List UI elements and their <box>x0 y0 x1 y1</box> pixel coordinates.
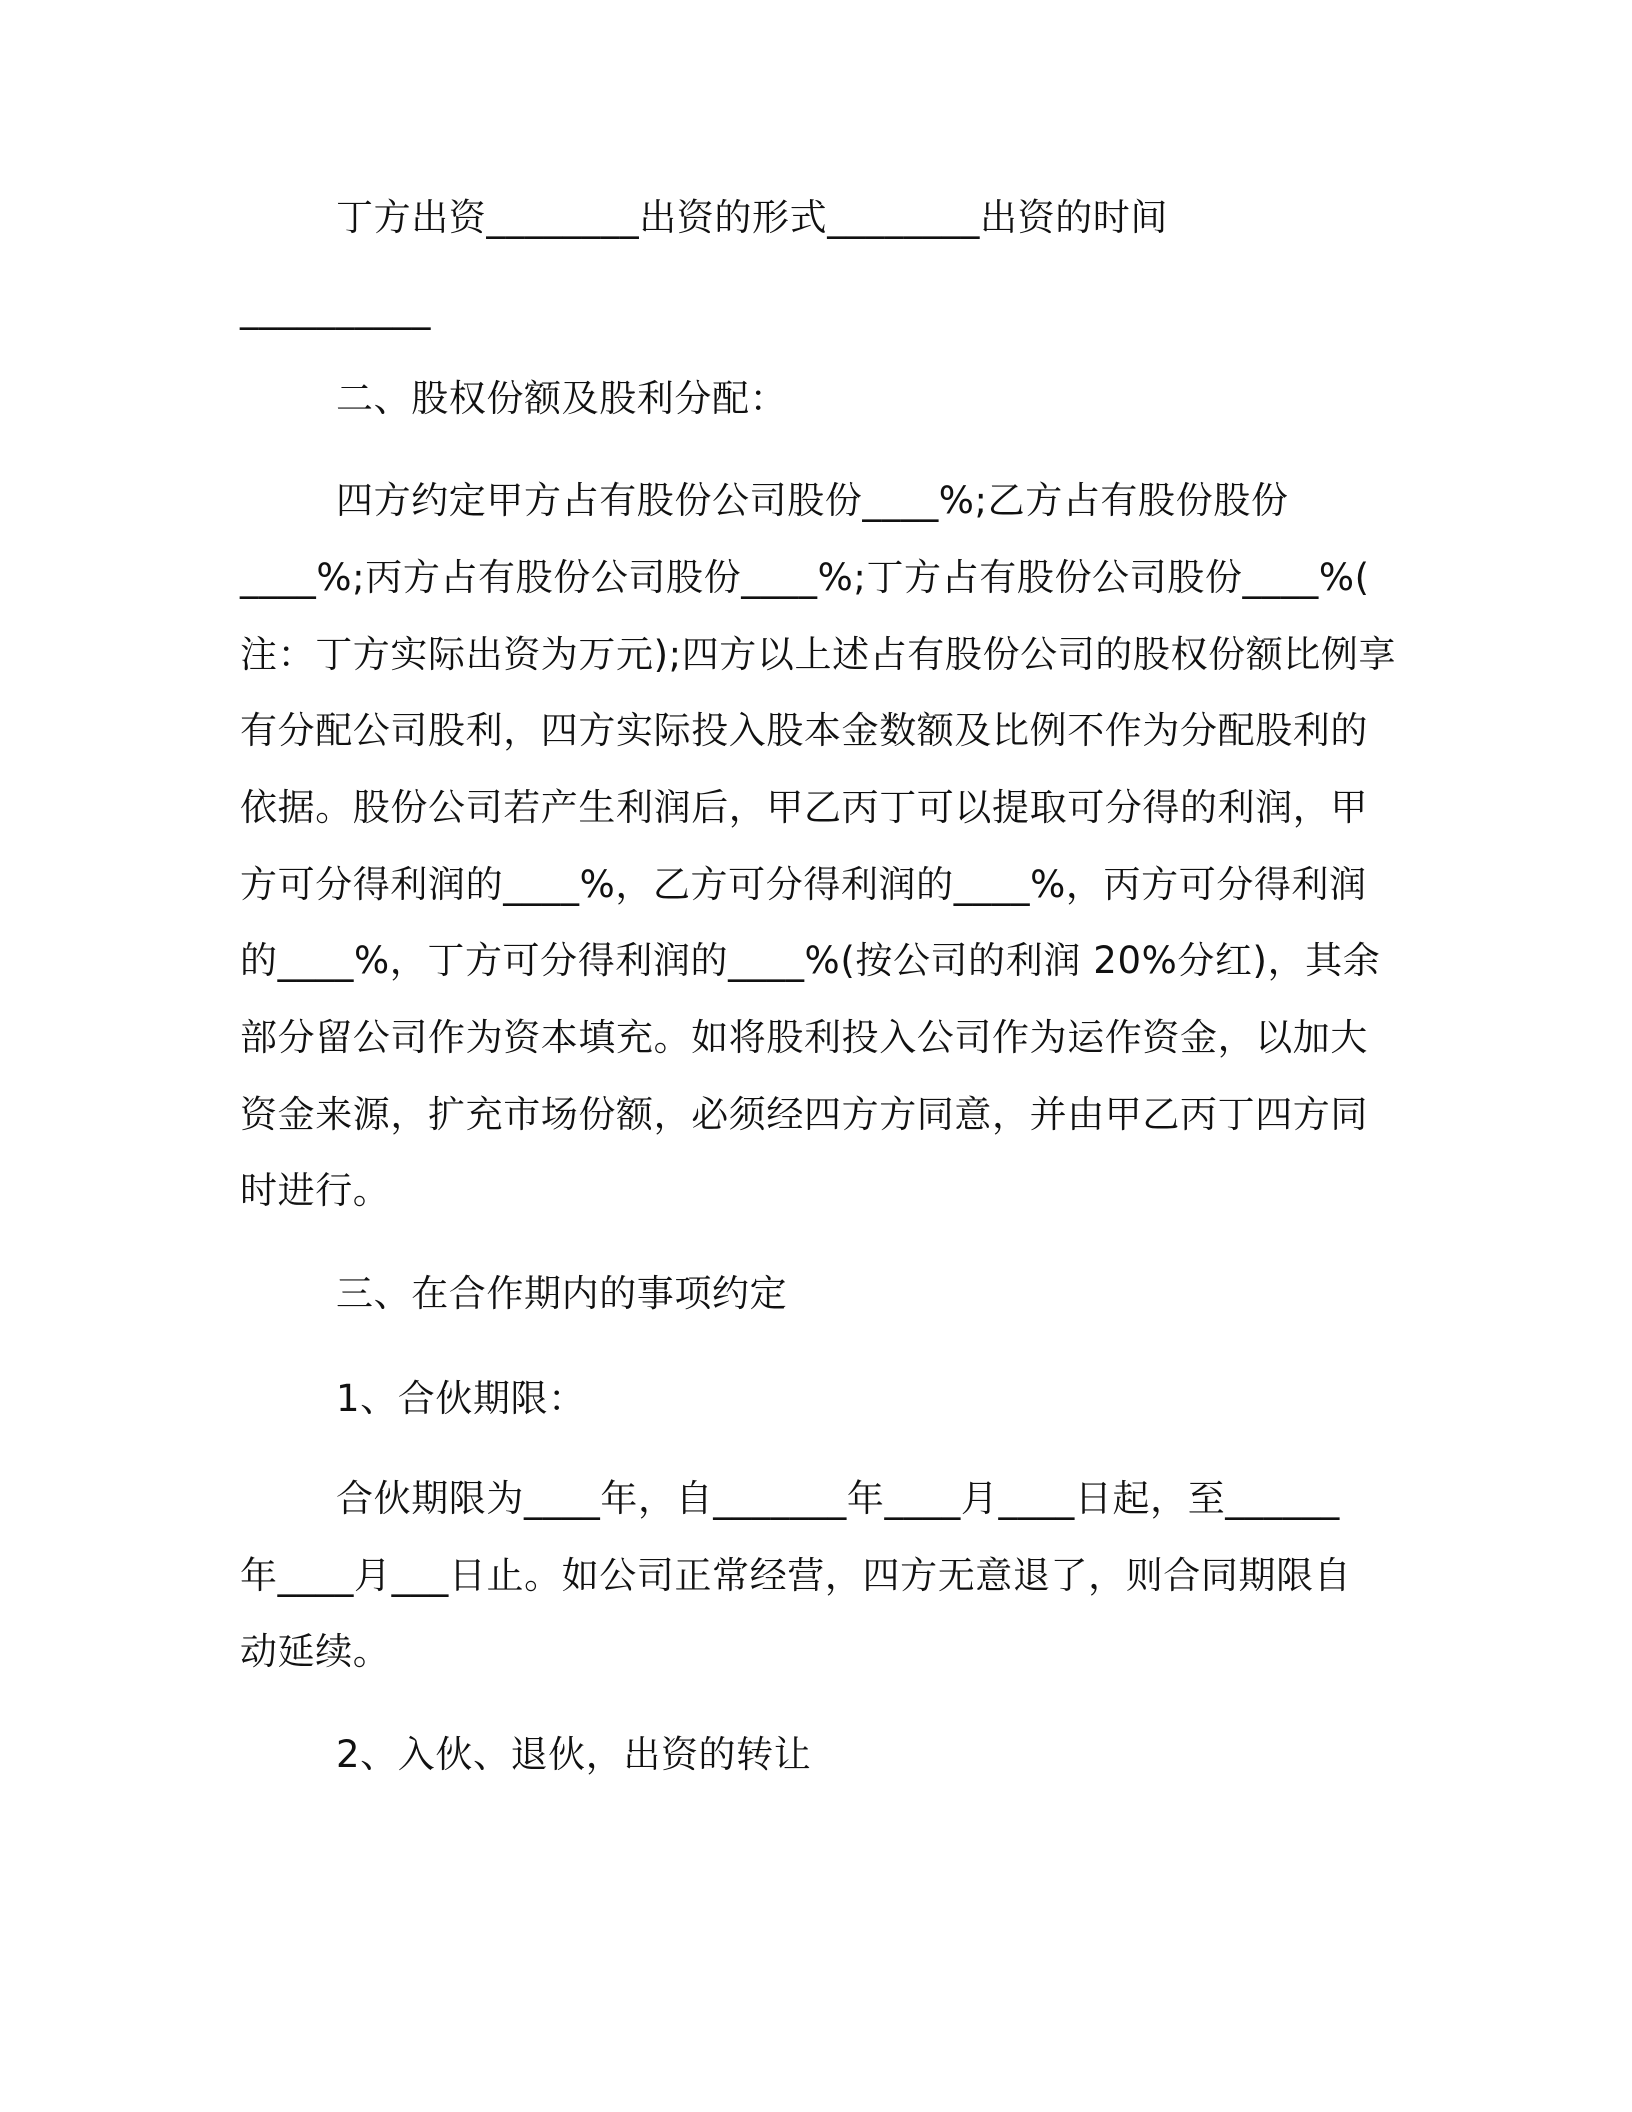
subheading-join-exit-transfer: 2、入伙、退伙，出资的转让 <box>336 1733 812 1776</box>
paragraph-line: 合伙期限为____年，自_______年____月____日起，至______ <box>336 1477 1340 1520</box>
paragraph-line: 动延续。 <box>240 1630 391 1673</box>
paragraph-line: ____%;丙方占有股份公司股份____%;丁方占有股份公司股份____%( <box>240 556 1370 599</box>
paragraph-line: 年____月___日止。如公司正常经营，四方无意退了，则合同期限自 <box>240 1554 1352 1597</box>
section-heading-equity: 二、股权份额及股利分配： <box>336 377 788 420</box>
section-heading-cooperation: 三、在合作期内的事项约定 <box>336 1272 788 1315</box>
contribution-line-ding: 丁方出资________出资的形式________出资的时间 <box>336 196 1168 239</box>
paragraph-line: 依据。股份公司若产生利润后，甲乙丙丁可以提取可分得的利润，甲 <box>240 786 1368 829</box>
paragraph-line: 的____%，丁方可分得利润的____%(按公司的利润 20%分红)，其余 <box>240 939 1381 982</box>
paragraph-line: 资金来源，扩充市场份额，必须经四方方同意，并由甲乙丙丁四方同 <box>240 1093 1368 1136</box>
contribution-time-blank: __________ <box>240 287 431 330</box>
subheading-partnership-term: 1、合伙期限： <box>336 1377 586 1420</box>
paragraph-line: 时进行。 <box>240 1169 391 1212</box>
paragraph-line: 方可分得利润的____%，乙方可分得利润的____%，丙方可分得利润 <box>240 863 1367 906</box>
paragraph-line: 部分留公司作为资本填充。如将股利投入公司作为运作资金，以加大 <box>240 1016 1368 1059</box>
paragraph-line: 注：丁方实际出资为万元);四方以上述占有股份公司的股权份额比例享 <box>240 633 1397 676</box>
paragraph-line: 有分配公司股利，四方实际投入股本金数额及比例不作为分配股利的 <box>240 709 1368 752</box>
paragraph-line: 四方约定甲方占有股份公司股份____%;乙方占有股份股份 <box>336 479 1289 522</box>
